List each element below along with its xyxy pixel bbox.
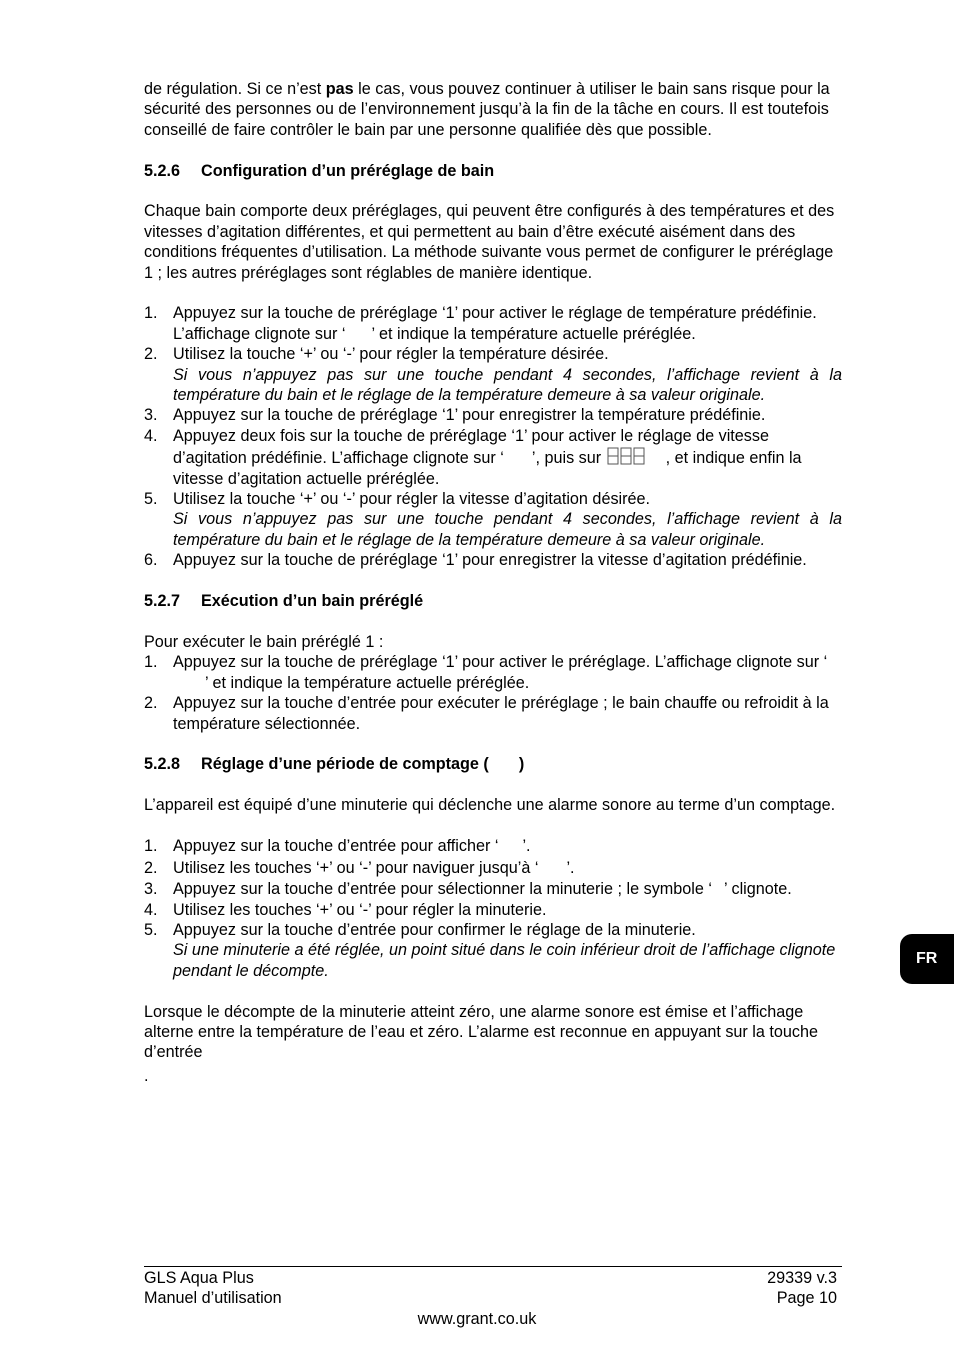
footer-left <box>144 1268 484 1309</box>
s526-steps <box>144 303 842 570</box>
s526-paragraph: Chaque bain comporte deux préréglages, qui peuvent être configurés à des températures et des vitesses d’agitation différentes, et qui permettent au bain d’être exécuté aisément dans des conditions fréquentes d’utilisation. La méthode suivante vous permet de configurer le préréglage 1 ; les autres préréglages sont réglables de manière identique. <box>144 202 835 282</box>
heading-title: Réglage d’une période de comptage ( <box>201 755 489 774</box>
s528-dot: . <box>144 1066 149 1085</box>
heading-number: 5.2.7 <box>144 592 181 611</box>
heading-number: 5.2.8 <box>144 755 181 774</box>
list-item: 2. Utilisez la touche ‘+’ ou ‘-’ pour régler la température désirée. Si vous n’appuyez pas sur une touche pendant 4 secondes, l’affichage revient à la température du bain et le réglage de la température demeure à sa valeur originale. <box>144 345 842 405</box>
footer-product: GLS Aqua Plus <box>144 1269 254 1287</box>
intro-paragraph <box>144 79 842 140</box>
intro-text-2: le cas, vous pouvez continuer à utiliser le bain sans risque pour la sécurité des personnes ou de l’environnement jusqu’à la fin de la tâche en cours. Il est toutefois conseillé de faire contrôler le bain par une personne qualifiée dès que possible. <box>144 80 830 139</box>
list-item: 3. Appuyez sur la touche de préréglage ‘1’ pour enregistrer la température prédéfinie. <box>144 406 766 425</box>
segment-display-icon <box>606 446 646 466</box>
s528-paragraph: L’appareil est équipé d’une minuterie qui déclenche une alarme sonore au terme d’un comptage. <box>144 796 836 815</box>
note: Si une minuterie a été réglée, un point situé dans le coin inférieur droit de l’affichage clignote pendant le décompte. <box>173 941 836 980</box>
list-item: 4. Appuyez deux fois sur la touche de préréglage ‘1’ pour activer le réglage de vitesse d’agitation prédéfinie. L’affichage clignote sur ‘ ’, puis sur , et indique enfin la vitesse d’agitation actuelle préréglée. <box>144 426 802 488</box>
footer-divider <box>144 1266 842 1267</box>
footer-doc-ref: 29339 v.3 <box>767 1269 837 1287</box>
list-item: 1. Appuyez sur la touche de préréglage ‘1’ pour activer le réglage de température prédéfinie. L’affichage clignote sur ‘ ’ et indique la température actuelle préréglée. <box>144 304 817 343</box>
heading-number: 5.2.6 <box>144 161 181 180</box>
list-item: 1. Appuyez sur la touche d’entrée pour afficher ‘ ’. <box>144 836 531 855</box>
heading-5-2-7 <box>144 591 842 611</box>
heading-title: Exécution d’un bain préréglé <box>201 592 424 611</box>
s528-steps <box>144 836 842 981</box>
list-item: 1. Appuyez sur la touche de préréglage ‘1’ pour activer le préréglage. L’affichage clignote sur ‘’ et indique la température actuelle préréglée. <box>144 653 828 692</box>
footer-manual: Manuel d’utilisation <box>144 1289 282 1308</box>
list-item: 2. Utilisez les touches ‘+’ ou ‘-’ pour naviguer jusqu’à ‘ ’. <box>144 858 575 877</box>
footer-url[interactable]: www.grant.co.uk <box>417 1310 537 1328</box>
s528-closing: Lorsque le décompte de la minuterie atteint zéro, une alarme sonore est émise et l’affichage alterne entre la température de l’eau et zéro. L’alarme est reconnue en appuyant sur la touche d’entrée <box>144 1002 819 1062</box>
page-content <box>144 79 842 1086</box>
footer-right <box>497 1268 837 1309</box>
list-item: 5. Utilisez la touche ‘+’ ou ‘-’ pour régler la vitesse d’agitation désirée. Si vous n’appuyez pas sur une touche pendant 4 secondes, l’affichage revient à la température du bain et le réglage de la température demeure à sa valeur originale. <box>144 490 842 549</box>
intro-bold: pas <box>325 80 354 98</box>
intro-text-1: de régulation. Si ce n’est <box>144 80 326 98</box>
footer-page-number: Page 10 <box>776 1289 837 1308</box>
note: Si vous n’appuyez pas sur une touche pendant 4 secondes, l’affichage revient à la température du bain et le réglage de la température demeure à sa valeur originale. <box>173 510 842 549</box>
language-tab: FR <box>900 934 954 984</box>
list-item: 6. Appuyez sur la touche de préréglage ‘1’ pour enregistrer la vitesse d’agitation prédéfinie. <box>144 551 807 570</box>
list-item: 5. Appuyez sur la touche d’entrée pour confirmer le réglage de la minuterie. Si une minuterie a été réglée, un point situé dans le coin inférieur droit de l’affichage clignote pendant le décompte. <box>144 920 842 981</box>
note: Si vous n’appuyez pas sur une touche pendant 4 secondes, l’affichage revient à la température du bain et le réglage de la température demeure à sa valeur originale. <box>173 365 842 405</box>
list-item: 3. Appuyez sur la touche d’entrée pour sélectionner la minuterie ; le symbole ‘ ’ clignote. <box>144 880 792 899</box>
heading-5-2-8: 5.2.8 Réglage d’une période de comptage ( ) <box>144 755 525 774</box>
s527-steps <box>144 652 842 734</box>
heading-5-2-6 <box>144 161 842 181</box>
s527-paragraph: Pour exécuter le bain préréglé 1 : <box>144 632 384 651</box>
list-item: 2. Appuyez sur la touche d’entrée pour exécuter le préréglage ; le bain chauffe ou refroidit à la température sélectionnée. <box>144 694 829 733</box>
list-item: 4. Utilisez les touches ‘+’ ou ‘-’ pour régler la minuterie. <box>144 900 547 919</box>
heading-title: Configuration d’un préréglage de bain <box>201 161 495 180</box>
